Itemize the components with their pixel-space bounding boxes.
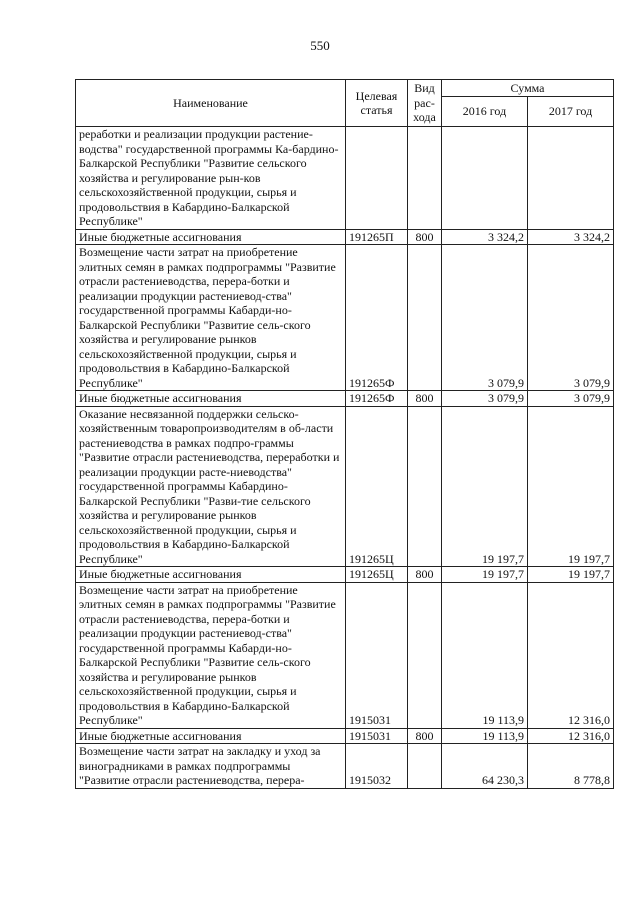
table-row (76, 582, 614, 728)
row-2017: 19 197,7 (528, 406, 614, 567)
row-code: 191265П (346, 229, 408, 245)
row-2016: 3 079,9 (442, 245, 528, 391)
row-vid (408, 127, 442, 230)
row-code (346, 127, 408, 230)
row-name: Иные бюджетные ассигнования (76, 728, 346, 744)
row-code: 191265Ф (346, 245, 408, 391)
row-2016: 3 079,9 (442, 391, 528, 407)
row-2017: 3 079,9 (528, 245, 614, 391)
table-row (76, 406, 614, 567)
header-year-2017: 2017 год (528, 97, 614, 127)
row-2017: 19 197,7 (528, 567, 614, 583)
row-vid: 800 (408, 567, 442, 583)
row-name: Иные бюджетные ассигнования (76, 229, 346, 245)
budget-table (75, 79, 614, 789)
row-code: 1915031 (346, 582, 408, 728)
row-2016: 19 113,9 (442, 582, 528, 728)
row-code: 1915032 (346, 744, 408, 789)
row-2017 (528, 127, 614, 230)
row-2016: 19 197,7 (442, 406, 528, 567)
row-vid: 800 (408, 229, 442, 245)
row-2016 (442, 127, 528, 230)
row-name: Оказание несвязанной поддержки сельско-хозяйственным товаропроизводителям в об-ласти растениеводства в рамках подпро-граммы "Развитие отрасли растениеводства, переработки и реализации продукции расте-ниеводства" государственной программы Кабардино-Балкарской Республики "Разви-тие сельского хозяйства и регулирование рынков сельскохозяйственной продукции, сырья и продовольствия в Кабардино-Балкарской Республике" (76, 406, 346, 567)
row-vid (408, 406, 442, 567)
table-row (76, 744, 614, 789)
row-2016: 3 324,2 (442, 229, 528, 245)
row-2017: 3 324,2 (528, 229, 614, 245)
row-name: Иные бюджетные ассигнования (76, 391, 346, 407)
row-2016: 64 230,3 (442, 744, 528, 789)
header-name: Наименование (76, 80, 346, 127)
row-vid (408, 744, 442, 789)
row-2016: 19 113,9 (442, 728, 528, 744)
row-code: 191265Ц (346, 567, 408, 583)
table-row (76, 567, 614, 583)
row-2017: 3 079,9 (528, 391, 614, 407)
row-2016: 19 197,7 (442, 567, 528, 583)
header-vid: Вид рас-хода (408, 80, 442, 127)
row-vid: 800 (408, 728, 442, 744)
row-2017: 12 316,0 (528, 582, 614, 728)
row-code: 191265Ф (346, 391, 408, 407)
table-row (76, 391, 614, 407)
row-name: реработки и реализации продукции растение-водства" государственной программы Ка-бардино-Балкарской Республики "Развитие сельского хозяйства и регулирование рын-ков сельскохозяйственной продукции, сырья и продовольствия в Кабардино-Балкарской Республике" (76, 127, 346, 230)
row-code: 1915031 (346, 728, 408, 744)
row-name: Возмещение части затрат на закладку и уход за виноградниками в рамках подпрограммы "Развитие отрасли растениеводства, перера- (76, 744, 346, 789)
row-code: 191265Ц (346, 406, 408, 567)
table-row (76, 229, 614, 245)
row-name: Иные бюджетные ассигнования (76, 567, 346, 583)
row-2017: 8 778,8 (528, 744, 614, 789)
row-name: Возмещение части затрат на приобретение элитных семян в рамках подпрограммы "Развитие отрасли растениеводства, перера-ботки и реализации продукции растениевод-ства" государственной программы Кабарди-но-Балкарской Республики "Развитие сель-ского хозяйства и регулирование рынков сельскохозяйственной продукции, сырья и продовольствия в Кабардино-Балкарской Республике" (76, 582, 346, 728)
row-name: Возмещение части затрат на приобретение элитных семян в рамках подпрограммы "Развитие отрасли растениеводства, перера-ботки и реализации продукции растениевод-ства" государственной программы Кабарди-но-Балкарской Республики "Развитие сель-ского хозяйства и регулирование рынков сельскохозяйственной продукции, сырья и продовольствия в Кабардино-Балкарской Республике" (76, 245, 346, 391)
table-row (76, 127, 614, 230)
page-number: 550 (310, 38, 330, 53)
table-row (76, 728, 614, 744)
header-sum: Сумма (442, 80, 614, 97)
row-vid (408, 582, 442, 728)
row-vid (408, 245, 442, 391)
header-year-2016: 2016 год (442, 97, 528, 127)
row-vid: 800 (408, 391, 442, 407)
row-2017: 12 316,0 (528, 728, 614, 744)
table-row (76, 245, 614, 391)
header-target: Целевая статья (346, 80, 408, 127)
